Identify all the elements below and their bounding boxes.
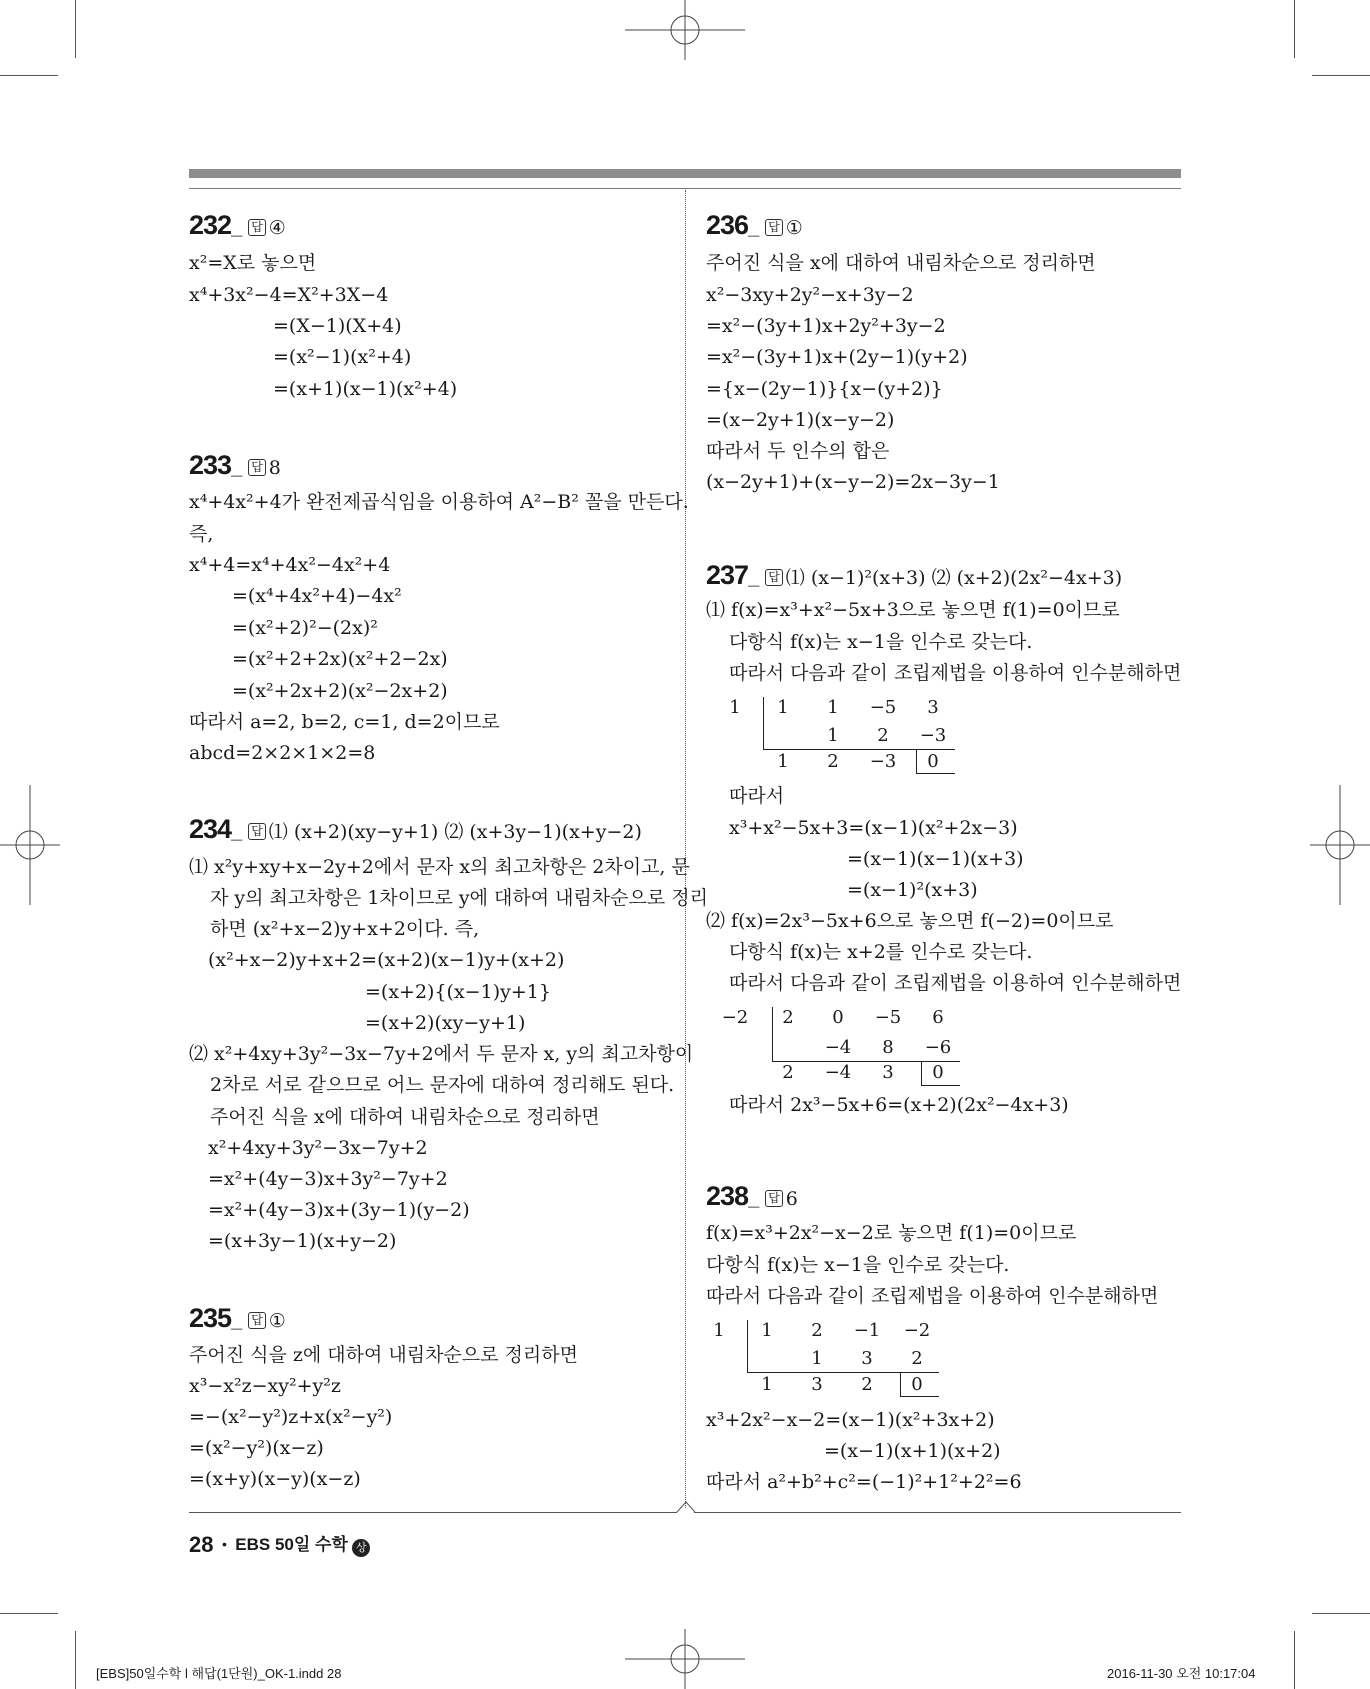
solution-line: 자 y의 최고차항은 1차이므로 y에 대하여 내림차순으로 정리 xyxy=(210,887,708,909)
solution-line: f(x)=x³+2x²−x−2로 놓으면 f(1)=0이므로 xyxy=(706,1222,1077,1244)
synth-divider xyxy=(916,749,917,773)
underscore: _ xyxy=(748,1188,760,1210)
crop-mark xyxy=(1294,0,1295,58)
synth-cell: 2 xyxy=(782,1007,794,1028)
solution-line: ⑵ f(x)=2x³−5x+6으로 놓으면 f(−2)=0이므로 xyxy=(706,910,1114,932)
solution-line: (x−2y+1)+(x−y−2)=2x−3y−1 xyxy=(706,471,1000,493)
solution-line: =(x−1)(x−1)(x+3) xyxy=(847,848,1024,870)
synth-cell: 1 xyxy=(827,725,839,746)
solution-line: =x²+(4y−3)x+(3y−1)(y−2) xyxy=(208,1199,470,1221)
problem-number: 237 xyxy=(706,560,749,590)
answer-badge: 답 xyxy=(765,219,783,236)
solution-line: ⑴ f(x)=x³+x²−5x+3으로 놓으면 f(1)=0이므로 xyxy=(706,599,1120,621)
crop-mark xyxy=(0,1613,58,1614)
answer-badge: 답 xyxy=(248,823,266,840)
answer: 6 xyxy=(785,1188,798,1210)
solution-line: =−(x²−y²)z+x(x²−y²) xyxy=(189,1406,393,1428)
synth-divider xyxy=(747,1372,939,1373)
underscore: _ xyxy=(748,217,760,239)
underscore: _ xyxy=(231,457,243,479)
solution-line: 2차로 서로 같으므로 어느 문자에 대하여 정리해도 된다. xyxy=(210,1074,675,1096)
synth-cell: 0 xyxy=(911,1374,923,1395)
header-rule xyxy=(189,188,1181,189)
answer: ⑴ (x+2)(xy−y+1) ⑵ (x+3y−1)(x+y−2) xyxy=(268,821,642,843)
synth-cell: 2 xyxy=(877,725,889,746)
solution-line: 다항식 f(x)는 x−1을 인수로 갖는다. xyxy=(729,631,1033,653)
solution-line: abcd=2×2×1×2=8 xyxy=(189,742,376,764)
solution-line: =(x+y)(x−y)(x−z) xyxy=(189,1468,361,1490)
synth-divider xyxy=(900,1372,901,1396)
synth-cell: 1 xyxy=(811,1348,823,1369)
solution-line: x²+4xy+3y²−3x−7y+2 xyxy=(208,1137,428,1159)
problem-number: 233 xyxy=(189,450,232,480)
problem-number: 238 xyxy=(706,1181,749,1211)
solution-line: =x²−(3y+1)x+(2y−1)(y+2) xyxy=(706,346,968,368)
registration-mark-left xyxy=(0,785,60,905)
solution-line: =(x²−1)(x²+4) xyxy=(273,346,412,368)
answer-badge: 답 xyxy=(248,1312,266,1329)
crop-mark xyxy=(1312,75,1370,76)
crop-mark xyxy=(1294,1631,1295,1689)
solution-line: =(X−1)(X+4) xyxy=(273,315,402,337)
synthetic-division-2 xyxy=(721,1007,960,1087)
solution-line: 다항식 f(x)는 x−1을 인수로 갖는다. xyxy=(706,1254,1010,1276)
synth-cell: −5 xyxy=(869,697,897,718)
solution-line: 즉, xyxy=(189,523,214,545)
crop-mark xyxy=(75,0,76,58)
synth-cell: 0 xyxy=(932,1062,944,1083)
solution-line: x⁴+4x²+4가 완전제곱식임을 이용하여 A²−B² 꼴을 만든다. xyxy=(189,491,689,513)
crop-mark xyxy=(0,75,58,76)
synth-root: 1 xyxy=(729,697,741,718)
solution-line: x³+2x²−x−2=(x−1)(x²+3x+2) xyxy=(706,1409,995,1431)
answer-badge: 답 xyxy=(765,569,783,586)
synth-divider xyxy=(747,1320,748,1372)
solution-line: x²−3xy+2y²−x+3y−2 xyxy=(706,284,914,306)
synth-cell: 1 xyxy=(761,1374,773,1395)
file-info: [EBS]50일수학 l 해답(1단원)_OK-1.indd 28 xyxy=(96,1666,342,1681)
solution-line: =(x−1)²(x+3) xyxy=(847,879,978,901)
synth-cell: 2 xyxy=(911,1348,923,1369)
solution-line: 따라서 다음과 같이 조립제법을 이용하여 인수분해하면 xyxy=(729,972,1182,994)
synth-cell: 3 xyxy=(861,1348,873,1369)
synth-divider xyxy=(900,1396,939,1397)
synth-divider xyxy=(772,1007,773,1061)
solution-line: 주어진 식을 x에 대하여 내림차순으로 정리하면 xyxy=(706,252,1096,274)
solution-line: =(x+2)(xy−y+1) xyxy=(365,1012,526,1034)
solution-line: 따라서 a²+b²+c²=(−1)²+1²+2²=6 xyxy=(706,1471,1022,1493)
synth-cell: 1 xyxy=(777,697,789,718)
synth-cell: 1 xyxy=(777,751,789,772)
problem-232-header xyxy=(189,210,286,241)
underscore: _ xyxy=(231,217,243,239)
synth-divider xyxy=(916,773,955,774)
problem-233-header xyxy=(189,450,281,481)
synth-cell: −2 xyxy=(903,1320,931,1341)
solution-line: 따라서 a=2, b=2, c=1, d=2이므로 xyxy=(189,711,500,733)
solution-line: 따라서 다음과 같이 조립제법을 이용하여 인수분해하면 xyxy=(706,1285,1159,1307)
synthetic-division-3 xyxy=(709,1320,939,1400)
crop-mark xyxy=(1312,1613,1370,1614)
answer-badge: 답 xyxy=(248,459,266,476)
solution-line: =x²+(4y−3)x+3y²−7y+2 xyxy=(208,1168,448,1190)
answer: ⑴ (x−1)²(x+3) ⑵ (x+2)(2x²−4x+3) xyxy=(785,567,1123,589)
synth-cell: −4 xyxy=(824,1062,852,1083)
problem-235-header xyxy=(189,1303,286,1334)
solution-line: =(x+1)(x−1)(x²+4) xyxy=(273,378,458,400)
crop-mark xyxy=(75,1631,76,1689)
solution-line: 하면 (x²+x−2)y+x+2이다. 즉, xyxy=(210,918,480,940)
solution-line: ⑴ x²y+xy+x−2y+2에서 문자 x의 최고차항은 2차이고, 문 xyxy=(189,856,690,878)
solution-line: 따라서 두 인수의 합은 xyxy=(706,440,890,462)
level-badge: 상 xyxy=(352,1539,370,1557)
synth-cell: 6 xyxy=(932,1007,944,1028)
problem-237-header xyxy=(706,560,1122,591)
solution-line: 따라서 xyxy=(729,785,785,807)
underscore: _ xyxy=(231,1310,243,1332)
solution-line: =(x+3y−1)(x+y−2) xyxy=(208,1230,397,1252)
problem-number: 235 xyxy=(189,1303,232,1333)
synth-cell: 3 xyxy=(927,697,939,718)
footer-rule-right xyxy=(694,1512,1181,1513)
solution-line: 주어진 식을 z에 대하여 내림차순으로 정리하면 xyxy=(189,1344,578,1366)
solution-line: =(x²−y²)(x−z) xyxy=(189,1437,324,1459)
synth-cell: 0 xyxy=(927,751,939,772)
solution-line: =(x−2y+1)(x−y−2) xyxy=(706,409,895,431)
synth-cell: 2 xyxy=(827,751,839,772)
divider-notch xyxy=(675,1500,697,1514)
registration-mark-top xyxy=(625,0,745,60)
solution-line: 따라서 다음과 같이 조립제법을 이용하여 인수분해하면 xyxy=(729,662,1182,684)
column-divider xyxy=(685,190,686,1508)
header-bar xyxy=(189,169,1181,178)
registration-mark-right xyxy=(1310,785,1370,905)
answer: 8 xyxy=(268,457,281,479)
footer-rule-left xyxy=(189,1512,677,1513)
solution-line: (x²+x−2)y+x+2=(x+2)(x−1)y+(x+2) xyxy=(208,949,565,971)
synth-divider xyxy=(921,1085,960,1086)
synth-divider xyxy=(763,697,764,749)
synth-divider xyxy=(763,749,955,750)
underscore: _ xyxy=(231,821,243,843)
answer: ① xyxy=(268,1310,286,1332)
synth-cell: −4 xyxy=(824,1037,852,1058)
solution-line: 다항식 f(x)는 x+2를 인수로 갖는다. xyxy=(729,941,1033,963)
synth-cell: −3 xyxy=(919,725,947,746)
solution-line: =(x²+2+2x)(x²+2−2x) xyxy=(232,648,448,670)
synth-root: −2 xyxy=(721,1007,749,1028)
problem-234-header xyxy=(189,814,642,845)
underscore: _ xyxy=(748,567,760,589)
footer-bullet: • xyxy=(221,1536,227,1552)
solution-line: ⑵ x²+4xy+3y²−3x−7y+2에서 두 문자 x, y의 최고차항이 xyxy=(189,1043,694,1065)
answer-badge: 답 xyxy=(248,219,266,236)
solution-line: 따라서 2x³−5x+6=(x+2)(2x²−4x+3) xyxy=(729,1094,1069,1116)
problem-number: 236 xyxy=(706,210,749,240)
answer-badge: 답 xyxy=(765,1190,783,1207)
problem-238-header xyxy=(706,1181,798,1212)
print-timestamp: 2016-11-30 오전 10:17:04 xyxy=(1107,1666,1256,1681)
answer: ④ xyxy=(268,217,286,239)
solution-line: 주어진 식을 x에 대하여 내림차순으로 정리하면 xyxy=(210,1106,600,1128)
synth-cell: 3 xyxy=(811,1374,823,1395)
synth-cell: −3 xyxy=(869,751,897,772)
synth-cell: −5 xyxy=(874,1007,902,1028)
synth-divider xyxy=(921,1061,922,1085)
solution-line: =(x+2){(x−1)y+1} xyxy=(365,981,551,1003)
problem-number: 232 xyxy=(189,210,232,240)
synth-cell: 3 xyxy=(882,1062,894,1083)
registration-mark-bottom xyxy=(625,1629,745,1689)
synth-cell: −1 xyxy=(853,1320,881,1341)
synth-cell: 1 xyxy=(761,1320,773,1341)
answer: ① xyxy=(785,217,803,239)
problem-236-header xyxy=(706,210,803,241)
solution-line: x³+x²−5x+3=(x−1)(x²+2x−3) xyxy=(729,817,1018,839)
synth-cell: 8 xyxy=(882,1037,894,1058)
solution-line: =(x²+2)²−(2x)² xyxy=(232,617,378,639)
problem-number: 234 xyxy=(189,814,232,844)
solution-line: =(x²+2x+2)(x²−2x+2) xyxy=(232,680,448,702)
solution-line: =(x⁴+4x²+4)−4x² xyxy=(232,585,402,607)
synthetic-division-1 xyxy=(725,697,955,777)
solution-line: x⁴+3x²−4=X²+3X−4 xyxy=(189,284,389,306)
solution-line: ={x−(2y−1)}{x−(y+2)} xyxy=(706,378,943,400)
synth-root: 1 xyxy=(713,1320,725,1341)
solution-line: x²=X로 놓으면 xyxy=(189,252,317,274)
book-title: EBS 50일 수학 xyxy=(235,1535,348,1554)
synth-cell: 0 xyxy=(832,1007,844,1028)
synth-cell: 2 xyxy=(811,1320,823,1341)
synth-divider xyxy=(772,1061,960,1062)
page-footer xyxy=(189,1530,370,1558)
synth-cell: 1 xyxy=(827,697,839,718)
solution-line: x³−x²z−xy²+y²z xyxy=(189,1375,341,1397)
solution-line: =x²−(3y+1)x+2y²+3y−2 xyxy=(706,315,946,337)
solution-line: x⁴+4=x⁴+4x²−4x²+4 xyxy=(189,554,391,576)
synth-cell: 2 xyxy=(782,1062,794,1083)
synth-cell: −6 xyxy=(924,1037,952,1058)
solution-line: =(x−1)(x+1)(x+2) xyxy=(824,1440,1001,1462)
page-number: 28 xyxy=(189,1532,214,1557)
synth-cell: 2 xyxy=(861,1374,873,1395)
